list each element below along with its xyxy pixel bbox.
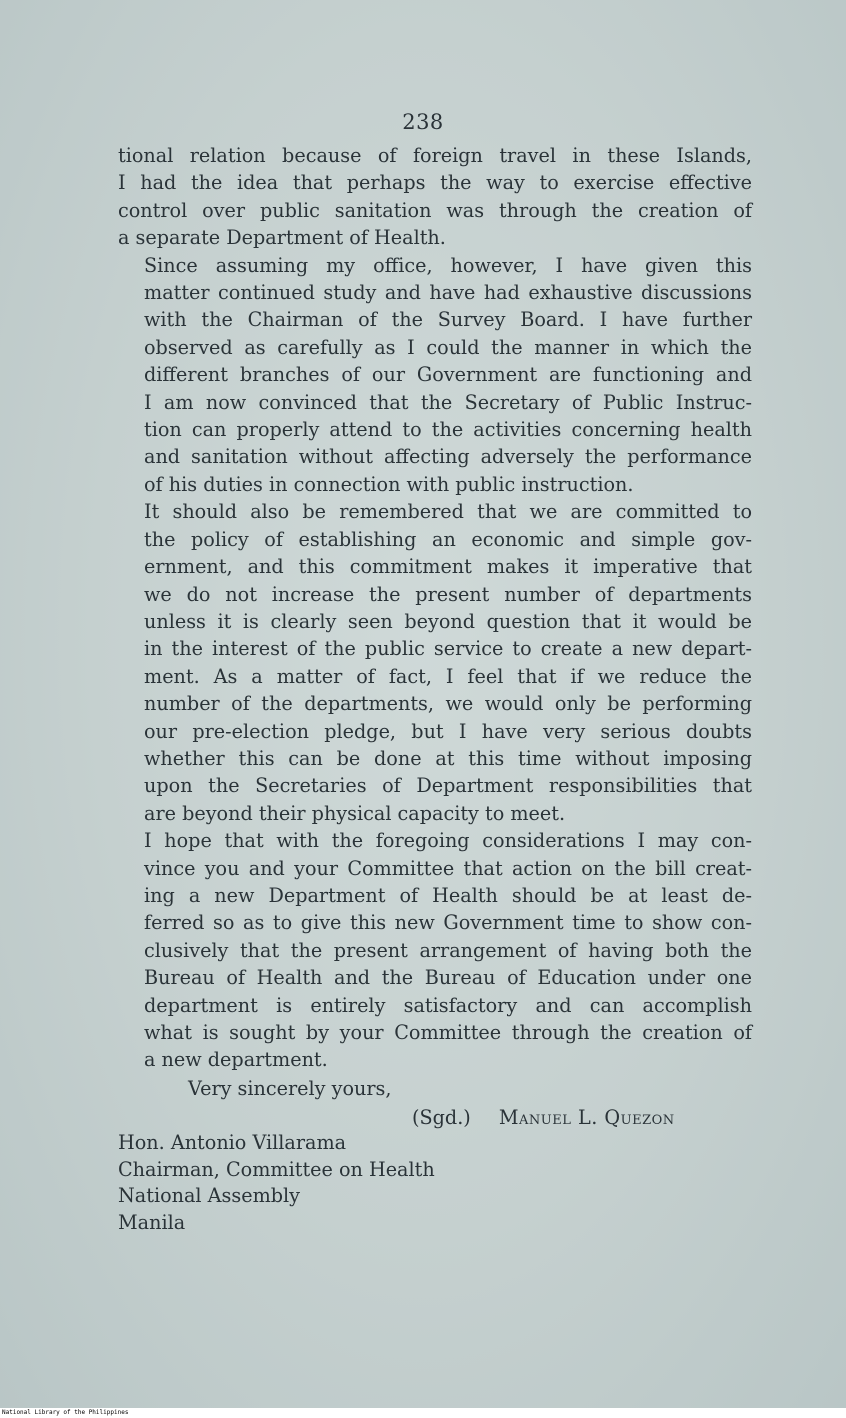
text-line: tion can properly attend to the activities concerning health <box>144 418 752 442</box>
paragraph-3 <box>118 498 752 827</box>
paragraph-1 <box>118 142 752 252</box>
text-line: in the interest of the public service to create a new depart- <box>144 637 752 661</box>
text-line: ing a new Department of Health should be at least de- <box>144 883 752 907</box>
text-line: observed as carefully as I could the manner in which the <box>144 335 752 359</box>
letter-body <box>118 142 752 1074</box>
text-line: clusively that the present arrangement of having both the <box>144 938 752 962</box>
text-line: Since assuming my office, however, I have given this <box>144 253 752 277</box>
text-line: It should also be remembered that we are committed to <box>144 500 752 524</box>
signatory-name: Manuel L. Quezon <box>498 1106 675 1129</box>
text-line: department is entirely satisfactory and can accomplish <box>144 993 752 1017</box>
signature <box>412 1106 675 1129</box>
text-line: I am now convinced that the Secretary of Public Instruc- <box>144 390 752 414</box>
text-line: what is sought by your Committee through the creation of <box>144 1021 752 1044</box>
text-line: the policy of establishing an economic and simple gov- <box>144 527 752 551</box>
text-line: ernment, and this commitment makes it imperative that <box>144 555 752 579</box>
signature-prefix: (Sgd.) <box>412 1106 471 1129</box>
address-line: Chairman, Committee on Health <box>118 1157 435 1181</box>
text-line: a new department. <box>144 1048 328 1072</box>
text-line: control over public sanitation was through the creation of <box>118 198 752 222</box>
text-line: whether this can be done at this time without imposing <box>144 746 752 770</box>
text-line: I had the idea that perhaps the way to exercise effective <box>118 171 752 195</box>
text-line: vince you and your Committee that action on the bill creat- <box>144 856 752 880</box>
text-line: upon the Secretaries of Department responsibilities that <box>144 774 752 798</box>
paragraph-4 <box>118 827 752 1074</box>
text-line: a separate Department of Health. <box>118 226 446 250</box>
text-line: tional relation because of foreign travel in these Islands, <box>118 144 752 167</box>
text-line: I hope that with the foregoing considerations I may con- <box>144 829 752 853</box>
closing-salutation: Very sincerely yours, <box>188 1077 392 1100</box>
recipient-address <box>118 1130 435 1236</box>
text-line: our pre-election pledge, but I have very serious doubts <box>144 719 752 743</box>
address-line: National Assembly <box>118 1184 301 1207</box>
footer-credit: National Library of the Philippines <box>2 1409 129 1416</box>
text-line: of his duties in connection with public instruction. <box>144 472 634 496</box>
page-number: 238 <box>402 110 444 134</box>
text-line: and sanitation without affecting adversely the performance <box>144 445 752 469</box>
text-line: matter continued study and have had exhaustive discussions <box>144 281 752 305</box>
text-line: we do not increase the present number of departments <box>144 582 752 606</box>
text-line: Bureau of Health and the Bureau of Education under one <box>144 966 752 990</box>
paragraph-2 <box>118 252 752 499</box>
text-line: are beyond their physical capacity to meet. <box>144 801 566 825</box>
text-line: ment. As a matter of fact, I feel that if we reduce the <box>144 664 752 688</box>
text-line: number of the departments, we would only be performing <box>144 692 752 716</box>
address-line: Hon. Antonio Villarama <box>118 1131 347 1154</box>
address-line: Manila <box>118 1210 186 1234</box>
text-line: with the Chairman of the Survey Board. I have further <box>144 308 752 332</box>
text-line: different branches of our Government are functioning and <box>144 363 752 387</box>
text-line: ferred so as to give this new Government time to show con- <box>144 911 752 935</box>
text-line: unless it is clearly seen beyond question that it would be <box>144 609 752 633</box>
